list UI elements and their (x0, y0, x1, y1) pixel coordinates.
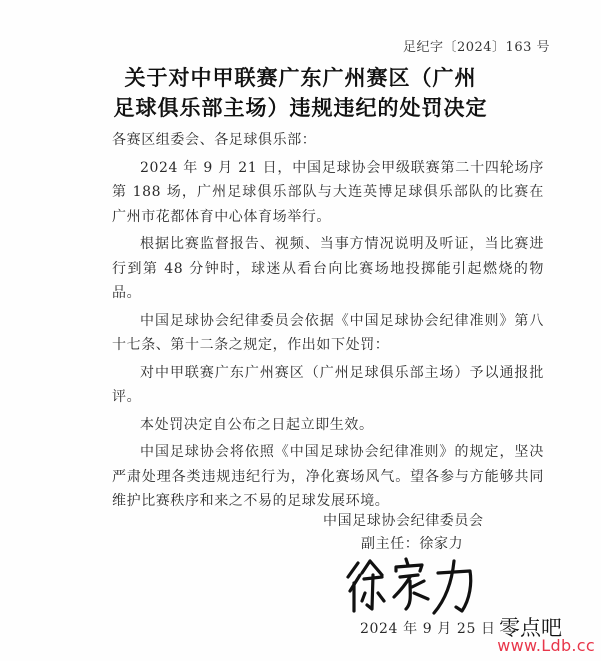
vice-director: 副主任：徐家力 (361, 536, 464, 552)
watermark-text: 零点吧 (499, 616, 562, 640)
watermark-url: www.Ldb.cc (497, 636, 595, 655)
document-body (112, 128, 544, 514)
paragraph-findings: 根据比赛监督报告、视频、当事方情况说明及听证，当比赛进行到第 48 分钟时，球迷从看台向比赛场地投掷能引起燃烧的物品。 (112, 236, 544, 301)
signing-organization: 中国足球协会纪律委员会 (323, 513, 484, 529)
paragraph-closing: 中国足球协会将依照《中国足球协会纪律准则》的规定，坚决严肃处理各类违规违纪行为，净化赛场风气。望各参与方能够共同维护比赛秩序和来之不易的足球发展环境。 (112, 444, 544, 509)
handwritten-signature (340, 553, 490, 618)
document-date: 2024 年 9 月 25 日 (360, 621, 496, 637)
document-title-line-1: 关于对中甲联赛广东广州赛区（广州 (124, 65, 477, 90)
document-title-line-2: 足球俱乐部主场）违规违纪的处罚决定 (113, 95, 488, 120)
paragraph-incident: 2024 年 9 月 21 日，中国足球协会甲级联赛第二十四轮场序第 188 场，广州足球俱乐部队与大连英博足球俱乐部队的比赛在广州市花都体育中心体育场举行。 (112, 159, 544, 225)
salutation: 各赛区组委会、各足球俱乐部： (112, 132, 317, 148)
paragraph-penalty: 对中甲联赛广东广州赛区（广州足球俱乐部主场）予以通报批评。 (112, 364, 544, 405)
paragraph-effective: 本处罚决定自公布之日起立即生效。 (140, 416, 374, 433)
paragraph-basis: 中国足球协会纪律委员会依据《中国足球协会纪律准则》第八十七条、第十二条之规定，作出如下处罚： (112, 312, 544, 353)
document-number: 足纪字〔2024〕163 号 (402, 40, 550, 55)
